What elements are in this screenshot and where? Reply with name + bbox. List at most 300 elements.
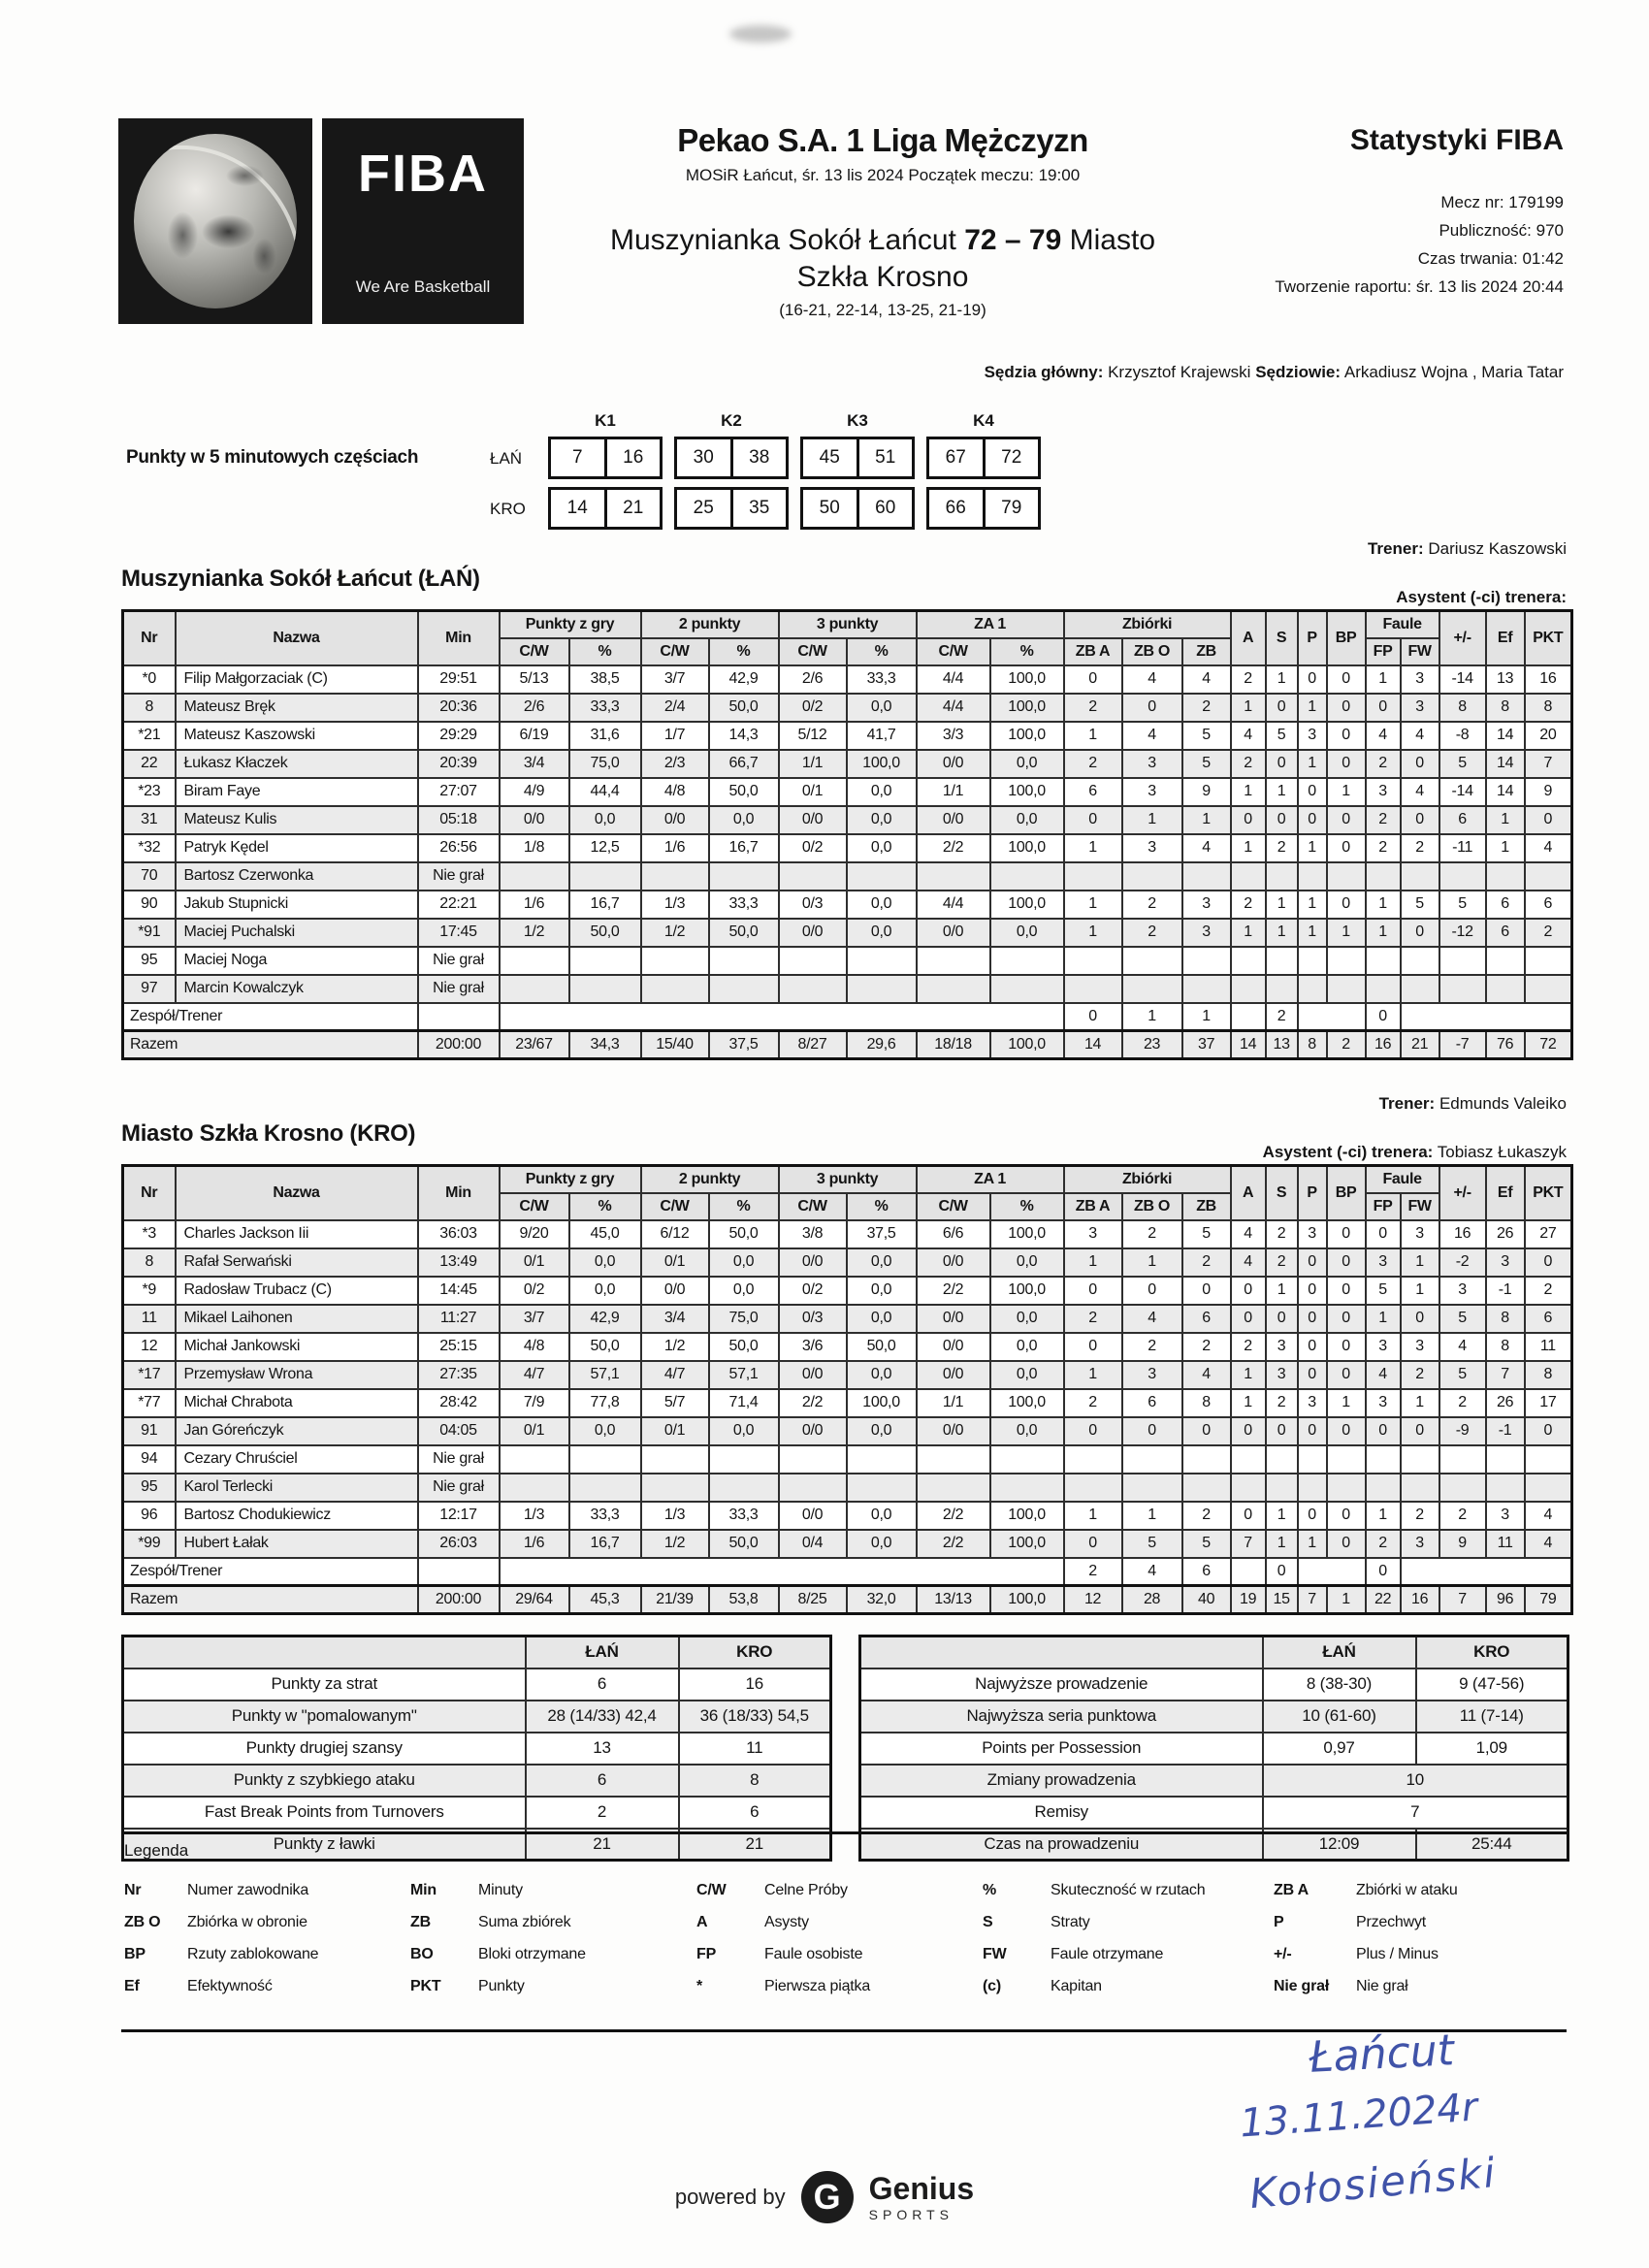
quarter-header: K1: [595, 411, 616, 430]
cell-label: Punkty w "pomalowanym": [123, 1701, 526, 1733]
cell-pkt: 6: [1525, 891, 1572, 919]
cell-min: Nie grał: [418, 975, 500, 1003]
cell-fg: 23/67: [500, 1031, 569, 1059]
cell-zbo: 2: [1122, 1220, 1182, 1248]
cell-ef: [1486, 947, 1525, 975]
cell-t2: BO: [410, 1945, 434, 1962]
cell-t4: (c): [983, 1977, 1001, 1994]
col-steals: P: [1298, 611, 1327, 665]
cell-pm: [1439, 1474, 1486, 1502]
cell-ftp: 100,0: [990, 1389, 1064, 1417]
cell-a: [1231, 862, 1266, 891]
col-cw: C/W: [641, 1193, 709, 1220]
cell-name: Michał Chrabota: [176, 1389, 418, 1417]
table-row: [123, 1333, 1572, 1361]
cell-a: 1: [1231, 919, 1266, 947]
cell-zba: 0: [1064, 1003, 1122, 1031]
cell-d5: Przechwyt: [1356, 1913, 1426, 1930]
cell-zba: 1: [1064, 1248, 1122, 1277]
cell-nr: 94: [123, 1445, 176, 1474]
cell-pm: [1439, 1445, 1486, 1474]
cell-nr: *32: [123, 834, 176, 862]
cell-ft: 4/4: [917, 665, 990, 694]
cell-ft: 0/0: [917, 1248, 990, 1277]
quarter-box: [548, 437, 663, 479]
cell-zbo: 23: [1122, 1031, 1182, 1059]
cell-zb: 9: [1182, 778, 1231, 806]
cell-p2: 15/40: [641, 1031, 709, 1059]
cell-nr: 12: [123, 1333, 176, 1361]
cell-p3: [779, 1474, 847, 1502]
cell-zba: 0: [1064, 806, 1122, 834]
table-row: [123, 1220, 1572, 1248]
quarter-score: 60: [857, 490, 913, 527]
cell-p2p: 33,3: [709, 891, 779, 919]
cell-nr: 11: [123, 1305, 176, 1333]
cell-nr: 8: [123, 1248, 176, 1277]
cell-a: 0: [1231, 1277, 1266, 1305]
col-cw: C/W: [779, 1193, 847, 1220]
cell-pm: 5: [1439, 1361, 1486, 1389]
cell-fgp: 44,4: [569, 778, 641, 806]
cell-s: [1266, 1474, 1298, 1502]
cell-d2: Punkty: [478, 1977, 525, 1994]
col-zbo: ZB O: [1122, 1193, 1182, 1220]
cell-a: 0: [1231, 1417, 1266, 1445]
cell-min: 20:36: [418, 694, 500, 722]
table-row: [860, 1701, 1568, 1733]
col-2p: 2 punkty: [641, 611, 779, 638]
cell-ftp: [990, 1445, 1064, 1474]
cell-zbo: 1: [1122, 806, 1182, 834]
cell-fgp: 50,0: [569, 919, 641, 947]
cell-pm: -8: [1439, 722, 1486, 750]
cell-p3: 0/2: [779, 1277, 847, 1305]
cell-ef: 96: [1486, 1586, 1525, 1614]
cell-a: [1231, 1445, 1266, 1474]
cell-ft: 2/2: [917, 1530, 990, 1558]
cell-t1: Nr: [124, 1881, 142, 1898]
cell-zbo: [1122, 975, 1182, 1003]
team2-coach-name: Edmunds Valeiko: [1439, 1094, 1567, 1113]
cell-p3: 0/0: [779, 1248, 847, 1277]
cell-ftp: 0,0: [990, 1417, 1064, 1445]
cell-p3: 8/27: [779, 1031, 847, 1059]
cell-ftp: 0,0: [990, 1305, 1064, 1333]
cell-zb: 0: [1182, 1417, 1231, 1445]
cell-pm: 5: [1439, 1305, 1486, 1333]
cell-p3: 3/8: [779, 1220, 847, 1248]
cell-bp: 0: [1327, 891, 1366, 919]
cell-fgp: 77,8: [569, 1389, 641, 1417]
cell-ftp: 100,0: [990, 834, 1064, 862]
cell-p2p: [709, 1445, 779, 1474]
col-nr: Nr: [123, 611, 176, 665]
points-breakdown-table: [121, 1635, 832, 1862]
cell-s: 1: [1266, 891, 1298, 919]
cell-pkt: 8: [1525, 1361, 1572, 1389]
cell-fgp: 12,5: [569, 834, 641, 862]
cell-kro: 36 (18/33) 54,5: [679, 1701, 831, 1733]
cell-pkt: 79: [1525, 1586, 1572, 1614]
cell-p2p: 0,0: [709, 1277, 779, 1305]
stats-table-header: [123, 611, 1572, 665]
cell-zba: 3: [1064, 1220, 1122, 1248]
cell-fgp: 57,1: [569, 1361, 641, 1389]
cell-zbo: 2: [1122, 919, 1182, 947]
cell-p: 0: [1298, 778, 1327, 806]
cell-p3p: 41,7: [847, 722, 917, 750]
cell-zbo: 1: [1122, 1248, 1182, 1277]
cell-zbo: 1: [1122, 1003, 1182, 1031]
cell-ef: 14: [1486, 722, 1525, 750]
cell-a: 0: [1231, 806, 1266, 834]
cell-a: 4: [1231, 1220, 1266, 1248]
cell-p3p: 0,0: [847, 694, 917, 722]
cell-pkt: [1525, 1445, 1572, 1474]
table-row: [123, 1502, 1572, 1530]
cell-zbo: [1122, 1474, 1182, 1502]
cell-fg: 1/6: [500, 891, 569, 919]
cell-p2: 2/4: [641, 694, 709, 722]
table-row: [860, 1797, 1568, 1829]
cell-ftp: 100,0: [990, 722, 1064, 750]
cell-s: 1: [1266, 1530, 1298, 1558]
points-table-header: [123, 1636, 831, 1669]
col-empty: [860, 1636, 1263, 1669]
cell-fw: [1401, 975, 1439, 1003]
cell-ft: 4/4: [917, 891, 990, 919]
referee-name: Krzysztof Krajewski: [1108, 363, 1251, 381]
cell-bp: 0: [1327, 834, 1366, 862]
cell-p3: 0/0: [779, 1502, 847, 1530]
cell-label: Punkty z ławki: [123, 1829, 526, 1861]
cell-p3: 0/3: [779, 1305, 847, 1333]
coach-label: Trener:: [1367, 539, 1424, 558]
legend-table: [124, 1874, 1567, 2002]
cell-fp: [1366, 1445, 1401, 1474]
cell-min: 36:03: [418, 1220, 500, 1248]
cell-ftp: 0,0: [990, 1248, 1064, 1277]
cell-empty: [1231, 1558, 1266, 1586]
cell-zba: 0: [1064, 1417, 1122, 1445]
cell-ft: 13/13: [917, 1586, 990, 1614]
cell-zb: [1182, 975, 1231, 1003]
cell-ef: 6: [1486, 891, 1525, 919]
cell-kro: 11 (7-14): [1416, 1701, 1568, 1733]
cell-ef: 8: [1486, 694, 1525, 722]
cell-p3p: 50,0: [847, 1333, 917, 1361]
cell-bp: 0: [1327, 750, 1366, 778]
cell-min: 29:29: [418, 722, 500, 750]
cell-fgp: 31,6: [569, 722, 641, 750]
cell-zbo: 5: [1122, 1530, 1182, 1558]
table-row: [123, 1733, 831, 1765]
table-row: [123, 1305, 1572, 1333]
cell-ft: 18/18: [917, 1031, 990, 1059]
cell-p2: 1/2: [641, 1333, 709, 1361]
cell-zbo: 0: [1122, 694, 1182, 722]
col-steals: P: [1298, 1166, 1327, 1220]
cell-kro: 8: [679, 1765, 831, 1797]
cell-zb: 2: [1182, 1248, 1231, 1277]
col-pct: %: [709, 1193, 779, 1220]
col-pct: %: [990, 638, 1064, 665]
cell-p: [1298, 975, 1327, 1003]
cell-name: Charles Jackson Iii: [176, 1220, 418, 1248]
cell-pkt: 17: [1525, 1389, 1572, 1417]
team2-coach-line: [1379, 1094, 1567, 1114]
cell-ft: 0/0: [917, 919, 990, 947]
quarter-scores-table: [548, 411, 1041, 537]
cell-fp: 0: [1366, 1558, 1401, 1586]
cell-a: 1: [1231, 1361, 1266, 1389]
cell-p: 8: [1298, 1031, 1327, 1059]
cell-pm: [1439, 947, 1486, 975]
cell-nr: *23: [123, 778, 176, 806]
cell-min: Nie grał: [418, 862, 500, 891]
cell-p2: 0/0: [641, 1277, 709, 1305]
cell-s: 0: [1266, 694, 1298, 722]
cell-s: 1: [1266, 919, 1298, 947]
team1-totals-row: [123, 1031, 1572, 1059]
cell-ft: 0/0: [917, 1305, 990, 1333]
cell-bp: 0: [1327, 1361, 1366, 1389]
cell-ftp: 100,0: [990, 694, 1064, 722]
cell-fw: 1: [1401, 1248, 1439, 1277]
cell-s: 0: [1266, 1558, 1298, 1586]
cell-p: 1: [1298, 750, 1327, 778]
cell-zb: 5: [1182, 1220, 1231, 1248]
final-score: 72 – 79: [964, 224, 1062, 256]
col-cw: C/W: [641, 638, 709, 665]
handwritten-date: 13.11.2024r: [1238, 2085, 1479, 2147]
cell-empty: [1298, 1003, 1366, 1031]
handwritten-place: Łańcut: [1308, 2025, 1456, 2083]
cell-nr: 95: [123, 947, 176, 975]
cell-s: 2: [1266, 1220, 1298, 1248]
cell-fg: 1/2: [500, 919, 569, 947]
cell-zb: 6: [1182, 1558, 1231, 1586]
leads-breakdown-table: [858, 1635, 1569, 1862]
cell-label: Punkty drugiej szansy: [123, 1733, 526, 1765]
cell-s: 5: [1266, 722, 1298, 750]
cell-p2: 1/3: [641, 1502, 709, 1530]
cell-kro: 1,09: [1416, 1733, 1568, 1765]
cell-fp: 2: [1366, 1530, 1401, 1558]
cell-a: 0: [1231, 1305, 1266, 1333]
cell-fw: [1401, 947, 1439, 975]
cell-p2: 1/6: [641, 834, 709, 862]
cell-p: [1298, 1474, 1327, 1502]
cell-t5: Nie grał: [1274, 1977, 1330, 1994]
cell-zba: 0: [1064, 665, 1122, 694]
cell-s: [1266, 947, 1298, 975]
cell-pkt: [1525, 947, 1572, 975]
cell-fw: 5: [1401, 891, 1439, 919]
cell-fp: 0: [1366, 1003, 1401, 1031]
cell-p: 0: [1298, 1248, 1327, 1277]
cell-zb: 4: [1182, 1361, 1231, 1389]
col-3p: 3 punkty: [779, 611, 917, 638]
cell-s: 0: [1266, 750, 1298, 778]
team2-name: Miasto Szkła Krosno (KRO): [121, 1120, 416, 1147]
cell-s: [1266, 862, 1298, 891]
cell-pm: [1439, 975, 1486, 1003]
cell-p2p: 42,9: [709, 665, 779, 694]
team1-name: Muszynianka Sokół Łańcut (ŁAŃ): [121, 566, 480, 592]
cell-fg: 29/64: [500, 1586, 569, 1614]
cell-lan: 6: [526, 1669, 679, 1701]
cell-empty: [500, 1003, 1064, 1031]
cell-fp: 2: [1366, 750, 1401, 778]
col-min: Min: [418, 611, 500, 665]
cell-ft: 2/2: [917, 1502, 990, 1530]
cell-fgp: 50,0: [569, 1333, 641, 1361]
cell-empty: [1401, 1003, 1572, 1031]
cell-bp: 0: [1327, 1277, 1366, 1305]
quarter-score: 45: [819, 447, 840, 468]
cell-fgp: 16,7: [569, 891, 641, 919]
cell-p3: 0/1: [779, 778, 847, 806]
cell-fgp: 33,3: [569, 1502, 641, 1530]
cell-s: 15: [1266, 1586, 1298, 1614]
cell-bp: [1327, 947, 1366, 975]
cell-name: Jan Góreńczyk: [176, 1417, 418, 1445]
cell-label: Najwyższa seria punktowa: [860, 1701, 1263, 1733]
quarter-box: [548, 487, 663, 530]
cell-a: 1: [1231, 694, 1266, 722]
cell-fg: 3/4: [500, 750, 569, 778]
cell-s: 2: [1266, 1248, 1298, 1277]
cell-zbo: 3: [1122, 1361, 1182, 1389]
cell-name: Marcin Kowalczyk: [176, 975, 418, 1003]
cell-ftp: 0,0: [990, 806, 1064, 834]
cell-nr: 31: [123, 806, 176, 834]
cell-p2p: 50,0: [709, 919, 779, 947]
cell-p3: 0/2: [779, 694, 847, 722]
col-nr: Nr: [123, 1166, 176, 1220]
powered-by-label: powered by: [674, 2185, 786, 2209]
cell-zbo: 4: [1122, 722, 1182, 750]
cell-zbo: [1122, 862, 1182, 891]
cell-empty: [1298, 1558, 1366, 1586]
cell-zb: 4: [1182, 834, 1231, 862]
cell-p3p: 29,6: [847, 1031, 917, 1059]
cell-lan: 13: [526, 1733, 679, 1765]
cell-zba: 14: [1064, 1031, 1122, 1059]
cell-bp: 1: [1327, 919, 1366, 947]
report-created: Tworzenie raportu: śr. 13 lis 2024 20:44: [1275, 277, 1564, 296]
cell-d2: Bloki otrzymane: [478, 1945, 586, 1962]
cell-d2: Minuty: [478, 1881, 523, 1898]
cell-ef: 14: [1486, 750, 1525, 778]
cell-p2p: 33,3: [709, 1502, 779, 1530]
cell-fg: 0/0: [500, 806, 569, 834]
cell-bp: [1327, 1445, 1366, 1474]
cell-a: 2: [1231, 750, 1266, 778]
cell-p3: 0/3: [779, 891, 847, 919]
cell-ft: [917, 862, 990, 891]
team1-coach-name: Dariusz Kaszowski: [1428, 539, 1567, 558]
cell-p2p: 57,1: [709, 1361, 779, 1389]
table-row: [123, 919, 1572, 947]
table-row: [123, 1417, 1572, 1445]
quarter-box: [926, 487, 1041, 530]
cell-empty: [418, 1003, 500, 1031]
cell-bp: [1327, 862, 1366, 891]
cell-pm: -2: [1439, 1248, 1486, 1277]
cell-pm: [1439, 862, 1486, 891]
cell-fw: 2: [1401, 1502, 1439, 1530]
cell-ef: [1486, 862, 1525, 891]
cell-p2p: 0,0: [709, 1248, 779, 1277]
cell-ef: 26: [1486, 1389, 1525, 1417]
cell-min: 26:56: [418, 834, 500, 862]
cell-fp: 1: [1366, 665, 1401, 694]
cell-ef: 3: [1486, 1248, 1525, 1277]
cell-s: 0: [1266, 806, 1298, 834]
cell-fg: [500, 862, 569, 891]
quarter-header: K3: [847, 411, 868, 430]
cell-p: 1: [1298, 919, 1327, 947]
cell-s: 0: [1266, 1417, 1298, 1445]
cell-zb: 5: [1182, 722, 1231, 750]
cell-zbo: 28: [1122, 1586, 1182, 1614]
cell-ft: [917, 975, 990, 1003]
cell-nr: *17: [123, 1361, 176, 1389]
cell-a: [1231, 947, 1266, 975]
cell-ft: [917, 1445, 990, 1474]
cell-min: 04:05: [418, 1417, 500, 1445]
cell-label: Points per Possession: [860, 1733, 1263, 1765]
cell-p: 3: [1298, 1220, 1327, 1248]
cell-t5: +/-: [1274, 1945, 1292, 1962]
cell-p3: 0/2: [779, 834, 847, 862]
cell-label: Najwyższe prowadzenie: [860, 1669, 1263, 1701]
table-row: [123, 694, 1572, 722]
cell-lan: 12:09: [1263, 1829, 1416, 1861]
table-row: [123, 834, 1572, 862]
col-turnovers: S: [1266, 611, 1298, 665]
col-empty: [123, 1636, 526, 1669]
cell-p2: [641, 862, 709, 891]
quarter-breakdown: (16-21, 22-14, 13-25, 21-19): [779, 301, 986, 319]
cell-p3p: [847, 975, 917, 1003]
cell-ftp: 100,0: [990, 1586, 1064, 1614]
cell-p: 0: [1298, 806, 1327, 834]
cell-zba: 2: [1064, 1389, 1122, 1417]
cell-p2: 4/8: [641, 778, 709, 806]
cell-zba: [1064, 947, 1122, 975]
col-zba: ZB A: [1064, 1193, 1122, 1220]
cell-label: Zespół/Trener: [123, 1558, 418, 1586]
cell-pm: -14: [1439, 778, 1486, 806]
cell-fp: [1366, 1474, 1401, 1502]
cell-zbo: 3: [1122, 778, 1182, 806]
cell-p3p: 0,0: [847, 1277, 917, 1305]
stats-title: Statystyki FIBA: [1349, 124, 1564, 156]
cell-s: 2: [1266, 1389, 1298, 1417]
cell-fp: 1: [1366, 891, 1401, 919]
team1-player-rows: [123, 665, 1572, 1003]
quarter-row-kro: [548, 487, 1041, 530]
cell-nr: *3: [123, 1220, 176, 1248]
cell-d1: Efektywność: [187, 1977, 273, 1994]
cell-lan: 21: [526, 1829, 679, 1861]
quarter-header: K4: [973, 411, 994, 430]
cell-t2: PKT: [410, 1977, 441, 1994]
